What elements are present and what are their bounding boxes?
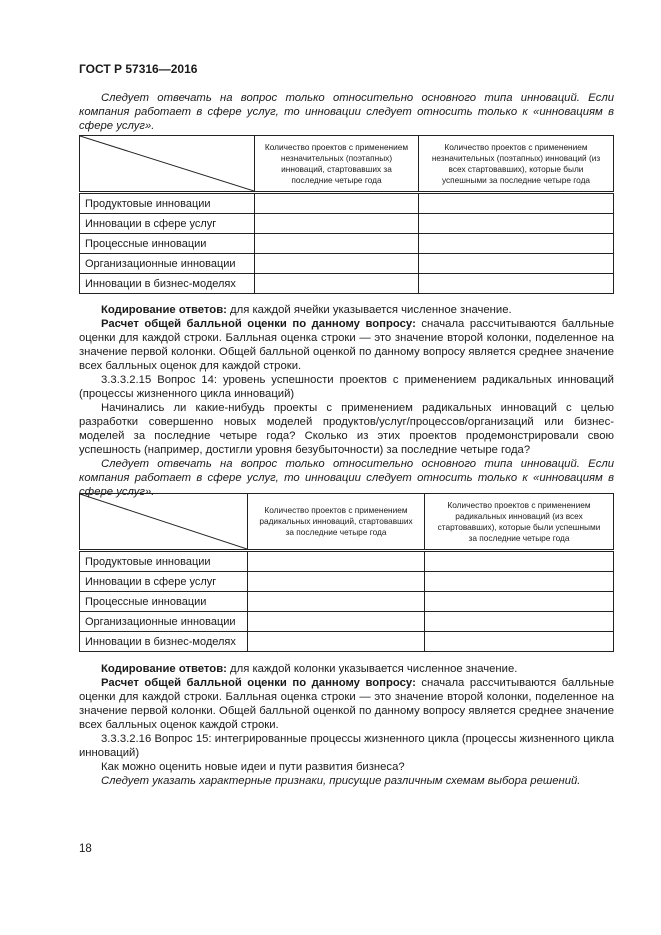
- value-cell[interactable]: [255, 254, 419, 274]
- value-cell[interactable]: [248, 551, 425, 572]
- value-cell[interactable]: [425, 632, 614, 652]
- text-block-3: [79, 662, 614, 788]
- note-1: Следует отвечать на вопрос только относительно основного типа инноваций. Если компания работает в сфере услуг, то инновации следует относить только к «инновациям в сфере услуг».: [79, 92, 614, 132]
- page-number: 18: [79, 843, 92, 855]
- diagonal-header-cell: [80, 136, 255, 193]
- calc-paragraph-1: Расчет общей балльной оценки по данному вопросу: сначала рассчитываются балльные оценки для каждой строки. Балльная оценка строки — это значение второй колонки, поделенное на значение первой колонки. Общей балльной оценкой по данному вопросу является среднее значение всех балльных оценок для каждой строки.: [79, 318, 614, 372]
- row-label: Инновации в бизнес-моделях: [80, 632, 248, 652]
- question-14-text: Начинались ли какие-нибудь проекты с применением радикальных инноваций с целью разработки совершенно новых моделей продуктов/услуг/процессов/организаций или бизнес-моделей за последние четыре года? Сколько из этих проектов продемонстрировали свою успешность (например, достигли уровня безубыточности) за последние четыре года?: [79, 402, 614, 456]
- row-label: Процессные инновации: [80, 234, 255, 254]
- question-15-text: Как можно оценить новые идеи и пути развития бизнеса?: [101, 761, 405, 773]
- row-label: Организационные инновации: [80, 254, 255, 274]
- value-cell[interactable]: [248, 572, 425, 592]
- value-cell[interactable]: [248, 612, 425, 632]
- row-label: Инновации в сфере услуг: [80, 214, 255, 234]
- value-cell[interactable]: [425, 612, 614, 632]
- column-header: Количество проектов с применением незначительных (поэтапных) инноваций, стартовавших за последние четыре года: [255, 136, 419, 193]
- value-cell[interactable]: [425, 572, 614, 592]
- value-cell[interactable]: [255, 193, 419, 214]
- note-block-1: [79, 91, 614, 133]
- table-row: [80, 234, 614, 254]
- value-cell[interactable]: [419, 254, 614, 274]
- table-2: [79, 493, 614, 652]
- table-row: [80, 632, 614, 652]
- column-header: Количество проектов с применением радикальных инноваций (из всех стартовавших), которые были успешными за последние четыре года: [425, 494, 614, 551]
- row-label: Процессные инновации: [80, 592, 248, 612]
- note-3: Следует указать характерные признаки, присущие различным схемам выбора решений.: [101, 775, 581, 787]
- table-row: [80, 254, 614, 274]
- value-cell[interactable]: [425, 551, 614, 572]
- note-2: Следует отвечать на вопрос только относительно основного типа инноваций. Если компания работает в сфере услуг, то инновации следует относить только к «инновациям в сфере услуг».: [79, 458, 614, 498]
- value-cell[interactable]: [419, 234, 614, 254]
- value-cell[interactable]: [255, 274, 419, 294]
- question-15-heading: 3.3.3.2.16 Вопрос 15: интегрированные процессы жизненного цикла (процессы жизненного цикла инноваций): [79, 733, 614, 759]
- standard-header: ГОСТ Р 57316—2016: [79, 62, 198, 76]
- value-cell[interactable]: [248, 592, 425, 612]
- table-row: [80, 214, 614, 234]
- value-cell[interactable]: [419, 214, 614, 234]
- text-block-2: [79, 303, 614, 499]
- row-label: Организационные инновации: [80, 612, 248, 632]
- row-label: Продуктовые инновации: [80, 551, 248, 572]
- column-header: Количество проектов с применением незначительных (поэтапных) инноваций (из всех стартовавших), которые были успешными за последние четыре года: [419, 136, 614, 193]
- value-cell[interactable]: [255, 234, 419, 254]
- table-row: [80, 274, 614, 294]
- table-1: [79, 135, 614, 294]
- table-row: [80, 193, 614, 214]
- coding-paragraph-1: Кодирование ответов: для каждой ячейки указывается численное значение.: [101, 304, 512, 316]
- diagonal-header-cell: [80, 494, 248, 551]
- question-14-heading: 3.3.3.2.15 Вопрос 14: уровень успешности проектов с применением радикальных инноваций (процессы жизненного цикла инноваций): [79, 374, 614, 400]
- table-row: [80, 572, 614, 592]
- value-cell[interactable]: [419, 274, 614, 294]
- row-label: Продуктовые инновации: [80, 193, 255, 214]
- row-label: Инновации в бизнес-моделях: [80, 274, 255, 294]
- value-cell[interactable]: [425, 592, 614, 612]
- table-row: [80, 592, 614, 612]
- value-cell[interactable]: [419, 193, 614, 214]
- calc-paragraph-2: Расчет общей балльной оценки по данному вопросу: сначала рассчитываются балльные оценки для каждой строки. Балльная оценка строки — это значение второй колонки, поделенное на значение первой колонки. Общей балльной оценкой по данному вопросу является среднее значение всех балльных оценок каждой строки.: [79, 677, 614, 731]
- table-row: [80, 551, 614, 572]
- table-row: [80, 612, 614, 632]
- row-label: Инновации в сфере услуг: [80, 572, 248, 592]
- coding-paragraph-2: Кодирование ответов: для каждой колонки указывается численное значение.: [101, 663, 518, 675]
- column-header: Количество проектов с применением радикальных инноваций, стартовавших за последние четыре года: [248, 494, 425, 551]
- value-cell[interactable]: [255, 214, 419, 234]
- value-cell[interactable]: [248, 632, 425, 652]
